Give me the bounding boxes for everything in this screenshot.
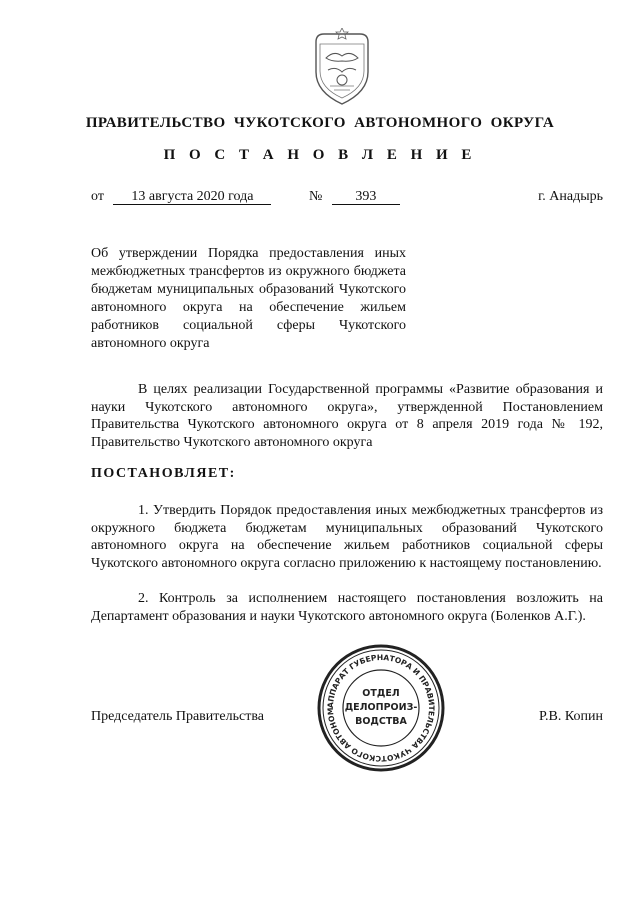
stamp-line-3: ВОДСТВА: [355, 716, 407, 727]
signatory-position: Председатель Правительства: [91, 709, 264, 724]
city: г. Анадырь: [538, 189, 603, 204]
stamp-line-1: ОТДЕЛ: [362, 688, 400, 699]
number-label: №: [309, 189, 323, 204]
office-stamp: [316, 643, 446, 773]
date-block: [91, 189, 271, 205]
preamble-paragraph: В целях реализации Государственной программы «Развитие образования и науки Чукотского автономного округа», утвержденной Постановлением Правительства Чукотского автономного округа от 8 апреля 2019 года № 192, Правительство Чукотского автономного округа: [91, 382, 603, 450]
resolve-heading: ПОСТАНОВЛЯЕТ:: [91, 466, 236, 481]
item-1-paragraph: 1. Утвердить Порядок предоставления иных межбюджетных трансфертов из окружного бюджета бюджетам муниципальных образований Чукотского автономного округа на обеспечение жильем работников социальной сферы Чукотского автономного округа согласно приложению к настоящему постановлению.: [91, 503, 603, 571]
stamp-line-2: ДЕЛОПРОИЗ-: [344, 702, 418, 713]
document-subject: Об утверждении Порядка предоставления иных межбюджетных трансфертов из окружного бюджета бюджетам муниципальных образований Чукотского автономного округа на обеспечение жильем работников социальной сферы Чукотского автономного округа: [91, 246, 406, 351]
number-block: [309, 189, 400, 205]
document-type-title: П О С Т А Н О В Л Е Н И Е: [163, 147, 477, 163]
item-2-paragraph: 2. Контроль за исполнением настоящего постановления возложить на Департамент образования и науки Чукотского автономного округа (Боленков А.Г.).: [91, 591, 603, 624]
signatory-name: Р.В. Копин: [539, 709, 603, 724]
coat-of-arms-emblem: [306, 28, 378, 108]
document-number: 393: [332, 189, 400, 205]
date-prefix: от: [91, 189, 104, 204]
organization-title: ПРАВИТЕЛЬСТВО ЧУКОТСКОГО АВТОНОМНОГО ОКРУГА: [85, 115, 555, 131]
stamp-ring-text: АППАРАТ ГУБЕРНАТОРА И ПРАВИТЕЛЬСТВА ЧУКОТСКОГО АВТОНОМ: [325, 652, 437, 764]
document-date: 13 августа 2020 года: [113, 189, 271, 205]
